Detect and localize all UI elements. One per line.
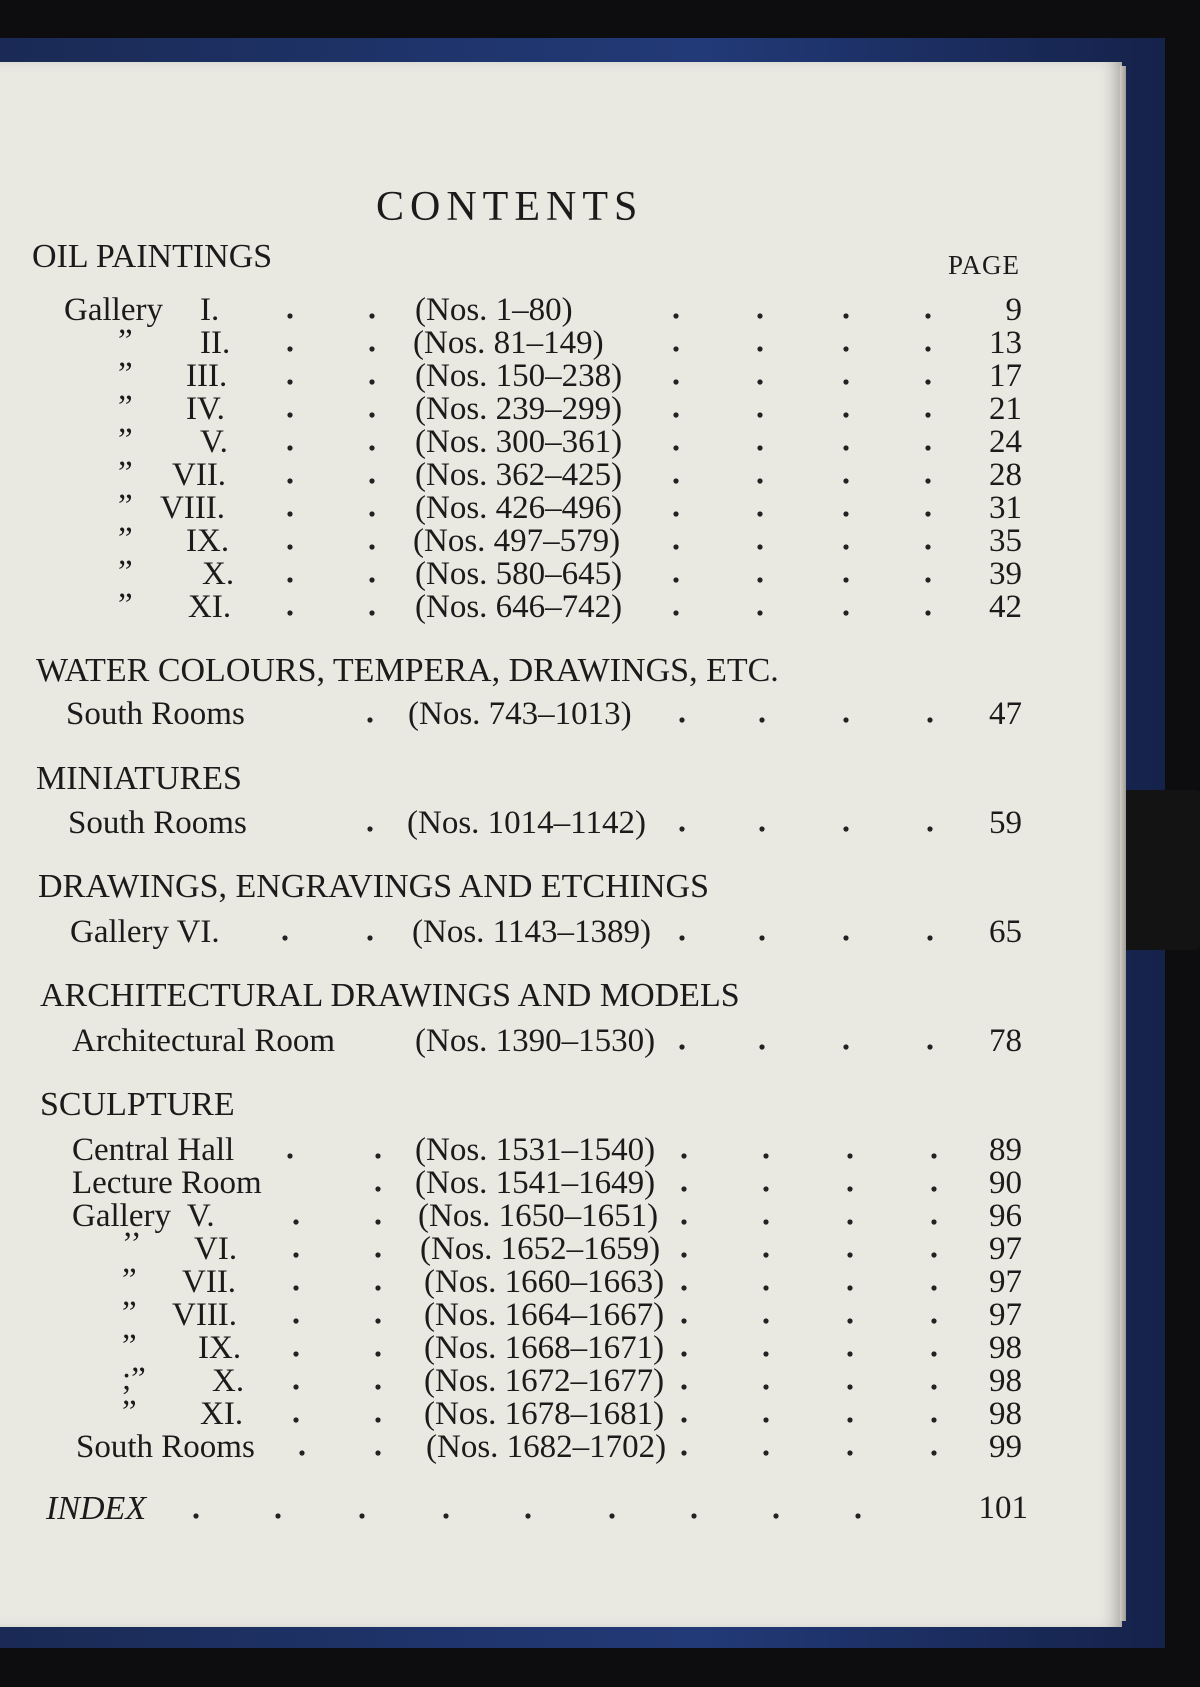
leader-dot [843, 313, 848, 318]
room-number: III. [186, 358, 228, 394]
room-number: V. [200, 424, 228, 460]
leader-dot [843, 412, 848, 417]
leader-dot [759, 826, 764, 831]
leader-dot [293, 1417, 298, 1422]
leader-dot [443, 1513, 448, 1518]
leader-dot [931, 1285, 936, 1290]
leader-dot [369, 379, 374, 384]
page-number: 59 [989, 805, 1022, 841]
leader-dot [763, 1417, 768, 1422]
room-number: II. [200, 325, 231, 361]
leader-dot [369, 610, 374, 615]
page-number: 99 [989, 1429, 1022, 1465]
leader-dot [673, 478, 678, 483]
leader-dot [673, 379, 678, 384]
leader-dot [927, 717, 932, 722]
leader-dot [375, 1417, 380, 1422]
catalogue-range: (Nos. 426–496) [415, 490, 623, 526]
page-number: 28 [989, 457, 1022, 493]
leader-dot [287, 1153, 292, 1158]
leader-dot [925, 577, 930, 582]
leader-dot [763, 1384, 768, 1389]
room-number: XI. [200, 1396, 244, 1432]
leader-dot [679, 826, 684, 831]
catalogue-range: (Nos. 81–149) [413, 325, 604, 361]
leader-dot [763, 1252, 768, 1257]
leader-dot [763, 1450, 768, 1455]
leader-dot [925, 511, 930, 516]
section-heading-miniatures: MINIATURES [36, 760, 242, 797]
leader-dot [681, 1285, 686, 1290]
leader-dot [759, 1044, 764, 1049]
ditto-mark: ” [118, 587, 133, 623]
leader-dot [679, 717, 684, 722]
room-number: X. [202, 556, 235, 592]
leader-dot [931, 1384, 936, 1389]
section-heading-drawings: DRAWINGS, ENGRAVINGS AND ETCHINGS [38, 868, 710, 905]
leader-dot [843, 717, 848, 722]
leader-dot [847, 1351, 852, 1356]
ditto-mark: ” [122, 1328, 137, 1364]
page-number: 39 [989, 556, 1022, 592]
leader-dot [763, 1153, 768, 1158]
gallery-label: Gallery [64, 292, 163, 328]
leader-dot [847, 1417, 852, 1422]
leader-dot [847, 1318, 852, 1323]
catalogue-range: (Nos. 1682–1702) [426, 1429, 667, 1465]
page-number: 9 [1005, 292, 1022, 328]
page-number: 78 [989, 1023, 1022, 1059]
leader-dot [673, 412, 678, 417]
leader-dot [927, 935, 932, 940]
leader-dot [931, 1219, 936, 1224]
leader-dot [293, 1219, 298, 1224]
leader-dot [773, 1513, 778, 1518]
leader-dot [757, 511, 762, 516]
page-number: 98 [989, 1396, 1022, 1432]
room-label: South Rooms [76, 1429, 255, 1465]
leader-dot [299, 1450, 304, 1455]
leader-dot [282, 935, 287, 940]
page-title: CONTENTS [376, 184, 644, 230]
leader-dot [367, 935, 372, 940]
leader-dot [681, 1384, 686, 1389]
leader-dot [287, 511, 292, 516]
leader-dot [759, 935, 764, 940]
leader-dot [679, 1044, 684, 1049]
section-heading-water-colours: WATER COLOURS, TEMPERA, DRAWINGS, ETC. [36, 652, 779, 689]
leader-dot [673, 610, 678, 615]
room-number: VII. [172, 457, 227, 493]
leader-dot [287, 313, 292, 318]
leader-dot [757, 313, 762, 318]
page-number: 98 [989, 1330, 1022, 1366]
leader-dot [925, 379, 930, 384]
cover-tab [1122, 790, 1200, 950]
catalogue-range: (Nos. 300–361) [415, 424, 623, 460]
leader-dot [287, 544, 292, 549]
leader-dot [369, 511, 374, 516]
leader-dot [375, 1219, 380, 1224]
leader-dot [375, 1318, 380, 1323]
ditto-mark: ” [122, 1394, 137, 1430]
ditto-mark: ” [122, 1295, 137, 1331]
leader-dot [763, 1285, 768, 1290]
leader-dot [847, 1252, 852, 1257]
leader-dot [287, 379, 292, 384]
leader-dot [931, 1351, 936, 1356]
leader-dot [931, 1153, 936, 1158]
catalogue-range: (Nos. 743–1013) [408, 696, 632, 732]
leader-dot [931, 1252, 936, 1257]
leader-dot [763, 1351, 768, 1356]
ditto-mark: ” [122, 1262, 137, 1298]
leader-dot [691, 1513, 696, 1518]
leader-dot [925, 346, 930, 351]
leader-dot [525, 1513, 530, 1518]
leader-dot [673, 577, 678, 582]
contents-page [0, 62, 1122, 1627]
leader-dot [681, 1351, 686, 1356]
leader-dot [673, 511, 678, 516]
leader-dot [193, 1513, 198, 1518]
leader-dot [843, 935, 848, 940]
room-number: VII. [182, 1264, 237, 1300]
catalogue-range: (Nos. 646–742) [415, 589, 623, 625]
leader-dot [757, 412, 762, 417]
page-number: 17 [989, 358, 1022, 394]
leader-dot [681, 1252, 686, 1257]
leader-dot [847, 1450, 852, 1455]
leader-dot [927, 1044, 932, 1049]
catalogue-range: (Nos. 1678–1681) [424, 1396, 665, 1432]
leader-dot [275, 1513, 280, 1518]
leader-dot [369, 412, 374, 417]
catalogue-range: (Nos. 1672–1677) [424, 1363, 665, 1399]
leader-dot [293, 1252, 298, 1257]
page-number: 97 [989, 1231, 1022, 1267]
leader-dot [367, 717, 372, 722]
room-number: VIII. [160, 490, 226, 526]
catalogue-range: (Nos. 1652–1659) [420, 1231, 661, 1267]
catalogue-range: (Nos. 497–579) [413, 523, 621, 559]
ditto-mark: ” [118, 455, 133, 491]
leader-dot [673, 544, 678, 549]
leader-dot [375, 1285, 380, 1290]
catalogue-range: (Nos. 1–80) [415, 292, 573, 328]
leader-dot [843, 577, 848, 582]
leader-dot [757, 577, 762, 582]
leader-dot [681, 1450, 686, 1455]
leader-dot [375, 1450, 380, 1455]
ditto-mark: ” [118, 554, 133, 590]
leader-dot [673, 346, 678, 351]
catalogue-range: (Nos. 1014–1142) [407, 805, 646, 841]
leader-dot [375, 1252, 380, 1257]
leader-dot [293, 1285, 298, 1290]
leader-dot [843, 478, 848, 483]
page-number: 42 [989, 589, 1022, 625]
room-label: Lecture Room [72, 1165, 262, 1201]
room-label: South Rooms [68, 805, 247, 841]
leader-dot [367, 826, 372, 831]
leader-dot [843, 379, 848, 384]
leader-dot [369, 313, 374, 318]
catalogue-range: (Nos. 239–299) [415, 391, 623, 427]
leader-dot [763, 1318, 768, 1323]
section-heading-architectural: ARCHITECTURAL DRAWINGS AND MODELS [40, 977, 740, 1014]
leader-dot [931, 1186, 936, 1191]
leader-dot [375, 1384, 380, 1389]
catalogue-range: (Nos. 1664–1667) [424, 1297, 665, 1333]
catalogue-range: (Nos. 1390–1530) [415, 1023, 656, 1059]
leader-dot [681, 1219, 686, 1224]
page-number: 47 [989, 696, 1022, 732]
section-heading-oil-paintings: OIL PAINTINGS [32, 238, 273, 275]
leader-dot [925, 610, 930, 615]
room-number: VI. [194, 1231, 238, 1267]
room-number: XI. [188, 589, 232, 625]
catalogue-range: (Nos. 1660–1663) [424, 1264, 665, 1300]
catalogue-range: (Nos. 1668–1671) [424, 1330, 665, 1366]
page-number: 13 [989, 325, 1022, 361]
leader-dot [369, 445, 374, 450]
room-number: X. [212, 1363, 245, 1399]
leader-dot [925, 478, 930, 483]
leader-dot [931, 1318, 936, 1323]
catalogue-range: (Nos. 150–238) [415, 358, 623, 394]
ditto-mark: ” [118, 521, 133, 557]
catalogue-range: (Nos. 1541–1649) [415, 1165, 656, 1201]
leader-dot [287, 577, 292, 582]
leader-dot [847, 1384, 852, 1389]
leader-dot [843, 445, 848, 450]
leader-dot [293, 1384, 298, 1389]
leader-dot [681, 1417, 686, 1422]
leader-dot [925, 544, 930, 549]
page-number: 96 [989, 1198, 1022, 1234]
leader-dot [287, 346, 292, 351]
leader-dot [759, 717, 764, 722]
leader-dot [843, 1044, 848, 1049]
ditto-mark: ” [118, 422, 133, 458]
leader-dot [855, 1513, 860, 1518]
page-number: 31 [989, 490, 1022, 526]
leader-dot [287, 478, 292, 483]
room-number: VIII. [172, 1297, 238, 1333]
leader-dot [681, 1186, 686, 1191]
room-number: IV. [186, 391, 225, 427]
leader-dot [375, 1186, 380, 1191]
page-number: 35 [989, 523, 1022, 559]
catalogue-range: (Nos. 1531–1540) [415, 1132, 656, 1168]
section-heading-sculpture: SCULPTURE [40, 1086, 235, 1123]
ditto-mark: ” [118, 488, 133, 524]
leader-dot [847, 1285, 852, 1290]
room-number: IX. [198, 1330, 242, 1366]
leader-dot [757, 478, 762, 483]
leader-dot [843, 610, 848, 615]
leader-dot [375, 1351, 380, 1356]
leader-dot [847, 1219, 852, 1224]
page-number: 97 [989, 1264, 1022, 1300]
leader-dot [843, 544, 848, 549]
room-label: Gallery VI. [70, 914, 220, 950]
index-page-number: 101 [978, 1490, 1028, 1526]
leader-dot [757, 544, 762, 549]
ditto-mark: ” [118, 356, 133, 392]
leader-dot [843, 346, 848, 351]
leader-dot [763, 1219, 768, 1224]
leader-dot [931, 1417, 936, 1422]
leader-dot [369, 478, 374, 483]
page-number: 24 [989, 424, 1022, 460]
leader-dot [369, 346, 374, 351]
room-label: Architectural Room [72, 1023, 336, 1059]
page-edge [1120, 66, 1126, 1621]
leader-dot [293, 1351, 298, 1356]
leader-dot [369, 544, 374, 549]
page-number: 21 [989, 391, 1022, 427]
leader-dot [843, 826, 848, 831]
ditto-mark: ’’ [122, 1226, 142, 1262]
page-number: 90 [989, 1165, 1022, 1201]
leader-dot [927, 826, 932, 831]
leader-dot [925, 412, 930, 417]
leader-dot [609, 1513, 614, 1518]
leader-dot [757, 445, 762, 450]
room-label: South Rooms [66, 696, 245, 732]
leader-dot [287, 610, 292, 615]
room-number: IX. [186, 523, 230, 559]
leader-dot [763, 1186, 768, 1191]
page-number: 98 [989, 1363, 1022, 1399]
catalogue-range: (Nos. 580–645) [415, 556, 623, 592]
catalogue-range: (Nos. 1650–1651) [418, 1198, 659, 1234]
ditto-mark: ” [118, 389, 133, 425]
leader-dot [847, 1153, 852, 1158]
ditto-mark: ;” [122, 1361, 146, 1397]
leader-dot [757, 610, 762, 615]
leader-dot [925, 445, 930, 450]
index-label: INDEX [46, 1490, 147, 1527]
page-number: 97 [989, 1297, 1022, 1333]
leader-dot [673, 313, 678, 318]
leader-dot [287, 445, 292, 450]
leader-dot [847, 1186, 852, 1191]
room-label: Central Hall [72, 1132, 235, 1168]
page-number: 89 [989, 1132, 1022, 1168]
leader-dot [843, 511, 848, 516]
catalogue-range: (Nos. 1143–1389) [412, 914, 651, 950]
leader-dot [681, 1318, 686, 1323]
leader-dot [679, 935, 684, 940]
page-column-header: PAGE [948, 250, 1021, 280]
room-number: I. [200, 292, 220, 328]
leader-dot [369, 577, 374, 582]
leader-dot [925, 313, 930, 318]
leader-dot [757, 379, 762, 384]
leader-dot [293, 1318, 298, 1323]
leader-dot [287, 412, 292, 417]
leader-dot [757, 346, 762, 351]
leader-dot [931, 1450, 936, 1455]
leader-dot [375, 1153, 380, 1158]
catalogue-range: (Nos. 362–425) [415, 457, 623, 493]
leader-dot [359, 1513, 364, 1518]
leader-dot [681, 1153, 686, 1158]
ditto-mark: ” [118, 323, 133, 359]
room-label: Gallery V. [72, 1198, 215, 1234]
leader-dot [673, 445, 678, 450]
page-number: 65 [989, 914, 1022, 950]
